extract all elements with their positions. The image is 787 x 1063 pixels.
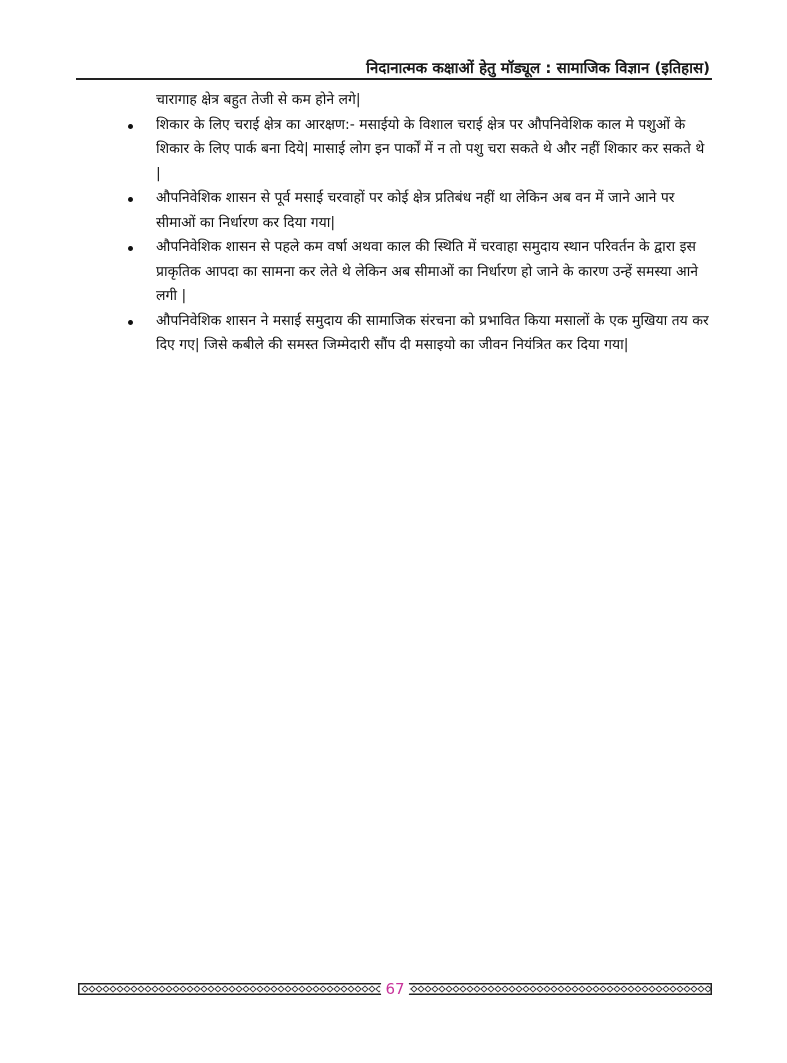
header-rule: [76, 78, 712, 80]
list-item-text: शिकार के लिए चराई क्षेत्र का आरक्षण:- मसाईयो के विशाल चराई क्षेत्र पर औपनिवेशिक काल मे पशुओं के शिकार के लिए पार्क बना दिये| मासाई लोग इन पार्कों में न तो पशु चरा सकते थे और नहीं शिकार कर सकते थे |: [156, 116, 705, 182]
list-item-text: औपनिवेशिक शासन से पहले कम वर्षा अथवा काल की स्थिति में चरवाहा समुदाय स्थान परिवर्तन के द्वारा इस प्राकृतिक आपदा का सामना कर लेते थे लेकिन अब सीमाओं का निर्धारण हो जाने के कारण उन्हें समस्या आने लगी |: [156, 239, 699, 304]
page-header: [76, 50, 712, 80]
header-title: निदानात्मक कक्षाओं हेतु मॉड्यूल : सामाजिक विज्ञान (इतिहास): [366, 59, 710, 77]
page-content: [118, 88, 712, 358]
list-item-text: औपनिवेशिक शासन ने मसाई समुदाय की सामाजिक संरचना को प्रभावित किया मसालों के एक मुखिया तय कर दिए गए| जिसे कबीले की समस्त जिम्मेदारी सौंप दी मसाइयो का जीवन नियंत्रित कर दिया गया|: [156, 312, 709, 353]
bullet-icon: [128, 246, 133, 251]
list-item: [118, 309, 712, 358]
list-item-text: औपनिवेशिक शासन से पूर्व मसाई चरवाहों पर कोई क्षेत्र प्रतिबंध नहीं था लेकिन अब वन में जाने आने पर सीमाओं का निर्धारण कर दिया गया|: [156, 190, 675, 231]
bullet-icon: [128, 124, 133, 129]
list-item: [118, 113, 712, 187]
page-number: 67: [380, 974, 410, 1004]
list-item: [118, 186, 712, 235]
bullet-icon: [128, 197, 133, 202]
continuation-paragraph: चारागाह क्षेत्र बहुत तेजी से कम होने लगे|: [156, 92, 361, 108]
page-footer: [78, 980, 712, 998]
list-item: [118, 235, 712, 309]
bullet-list: [118, 113, 712, 358]
bullet-icon: [128, 320, 133, 325]
